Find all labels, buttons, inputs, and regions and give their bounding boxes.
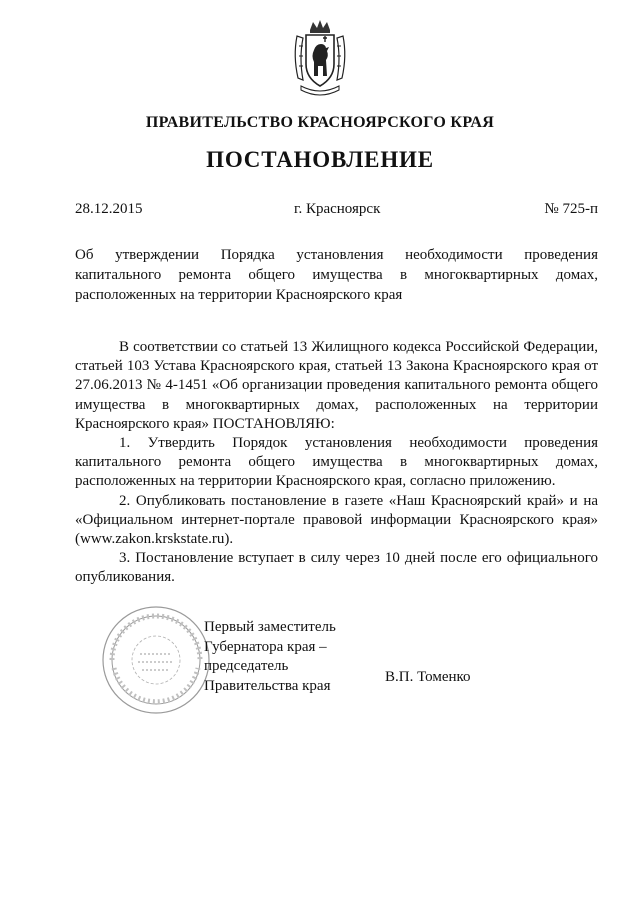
item-2-paragraph: 2. Опубликовать постановление в газете «Наш Красноярский край» и на «Официальном интернет-портале правовой информации Красноярского края» (www.zakon.krskstate.ru).: [75, 492, 598, 548]
organization-title: ПРАВИТЕЛЬСТВО КРАСНОЯРСКОГО КРАЯ: [145, 114, 495, 131]
signatory-position-line: Губернатора края –: [204, 638, 327, 655]
coat-of-arms-icon: [289, 16, 351, 98]
preamble-paragraph: В соответствии со статьей 13 Жилищного кодекса Российской Федерации, статьей 103 Устава Красноярского края, статьей 13 Закона Красноярского края от 27.06.2013 № 4-1451 «Об организации проведения капитального ремонта общего имущества в многоквартирных домах, расположенных на территории Красноярского края» ПОСТАНОВЛЯЮ:: [75, 339, 598, 432]
round-stamp-icon: [100, 604, 212, 716]
signatory-position-line: Правительства края: [204, 677, 331, 694]
signatory-position-line: Первый заместитель: [204, 619, 336, 635]
item-3-paragraph: 3. Постановление вступает в силу через 10 дней после его официального опубликования.: [75, 550, 598, 586]
signatory-position-line: председатель: [204, 658, 289, 674]
document-type: ПОСТАНОВЛЕНИЕ: [206, 147, 434, 172]
item-1-paragraph: 1. Утвердить Порядок установления необходимости проведения капитального ремонта общего имущества в многоквартирных домах, расположенных на территории Красноярского края, согласно приложению.: [75, 435, 598, 490]
document-city: г. Красноярск: [294, 201, 381, 217]
signatory-position: [204, 618, 336, 696]
document-number: № 725-п: [544, 201, 598, 217]
document-date: 28.12.2015: [75, 201, 143, 217]
document-subject: Об утверждении Порядка установления необходимости проведения капитального ремонта общего имущества в многоквартирных домах, расположенных на территории Красноярского края: [75, 247, 598, 303]
signatory-name: В.П. Томенко: [385, 669, 471, 685]
document-body: [75, 338, 598, 588]
